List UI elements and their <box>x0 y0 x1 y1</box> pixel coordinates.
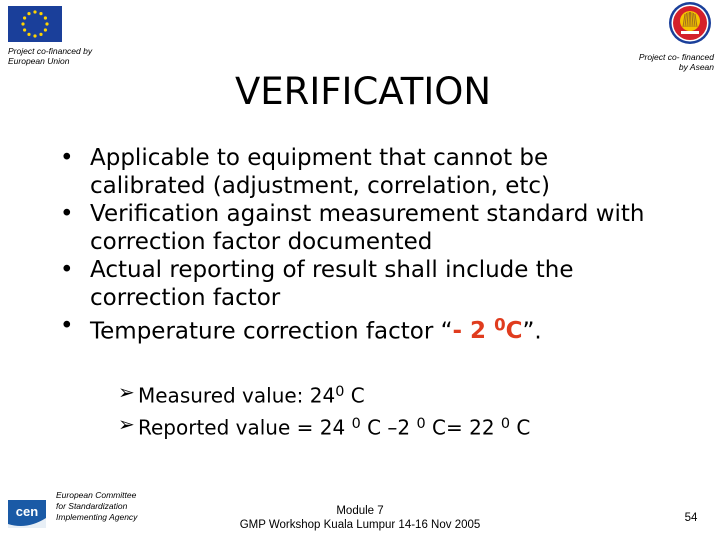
bullet-dot-icon: • <box>60 257 74 283</box>
eu-caption-line-2: European Union <box>8 56 70 66</box>
footer-workshop: GMP Workshop Kuala Lumpur 14-16 Nov 2005 <box>239 519 481 531</box>
correction-unit: C <box>505 318 523 345</box>
cen-caption-line-1: European Committee <box>56 490 137 500</box>
degree-superscript: 0 <box>494 316 506 335</box>
correction-value: - 2 <box>452 318 495 345</box>
asean-caption-line-2: by Asean <box>678 62 714 72</box>
bullet-text: Actual reporting of result shall include the correction factor <box>90 257 574 311</box>
page-number: 54 <box>684 512 698 524</box>
measured-unit: C <box>344 383 365 408</box>
eu-flag-logo <box>8 6 62 42</box>
reported-text-c: C= 22 <box>425 415 501 440</box>
cen-caption-line-3: Implementing Agency <box>56 512 138 522</box>
footer-info <box>200 504 520 532</box>
degree-superscript: 0 <box>351 416 361 433</box>
bullet-dot-icon: • <box>60 201 74 227</box>
cen-caption-line-2: for Standardization <box>56 501 128 511</box>
bullet-text: Applicable to equipment that cannot be calibrated (adjustment, correlation, etc) <box>90 145 550 199</box>
asean-caption-line-1: Project co- financed <box>638 52 714 62</box>
bullet-text-prefix: Temperature correction factor “ <box>90 318 453 345</box>
cen-logo-text: cen <box>15 504 39 519</box>
asean-emblem-logo <box>668 1 712 45</box>
cen-caption <box>56 490 166 523</box>
bullet-item <box>60 256 660 312</box>
correction-factor-value <box>453 318 523 344</box>
reported-text-d: C <box>510 415 531 440</box>
bullet-text: Verification against measurement standard with correction factor documented <box>90 201 645 255</box>
sub-bullet-measured <box>118 378 618 410</box>
cen-logo <box>8 500 46 528</box>
reported-text-b: C –2 <box>360 415 417 440</box>
slide-title: VERIFICATION <box>234 70 492 113</box>
eu-cofinance-caption <box>8 46 118 66</box>
bullet-dot-icon: • <box>60 145 74 171</box>
footer-module: Module 7 <box>336 505 384 517</box>
asean-cofinance-caption <box>604 52 714 72</box>
degree-superscript: 0 <box>500 416 511 433</box>
bullet-dot-icon: • <box>60 313 74 339</box>
arrow-bullet-icon: ➢ <box>118 412 135 437</box>
bullet-item <box>60 144 660 200</box>
arrow-bullet-icon: ➢ <box>118 380 135 404</box>
degree-superscript: 0 <box>335 384 345 400</box>
measured-text: Measured value: 24 <box>138 383 336 408</box>
sub-bullet-reported <box>118 410 618 442</box>
bullet-item-temperature <box>60 312 660 345</box>
sub-bullet-list <box>118 378 618 443</box>
bullet-list <box>60 144 660 345</box>
eu-caption-line-1: Project co-financed by <box>8 46 93 56</box>
bullet-text-suffix: ”. <box>522 318 542 345</box>
degree-superscript: 0 <box>416 416 426 433</box>
bullet-item <box>60 200 660 256</box>
reported-text-a: Reported value = 24 <box>138 415 352 440</box>
